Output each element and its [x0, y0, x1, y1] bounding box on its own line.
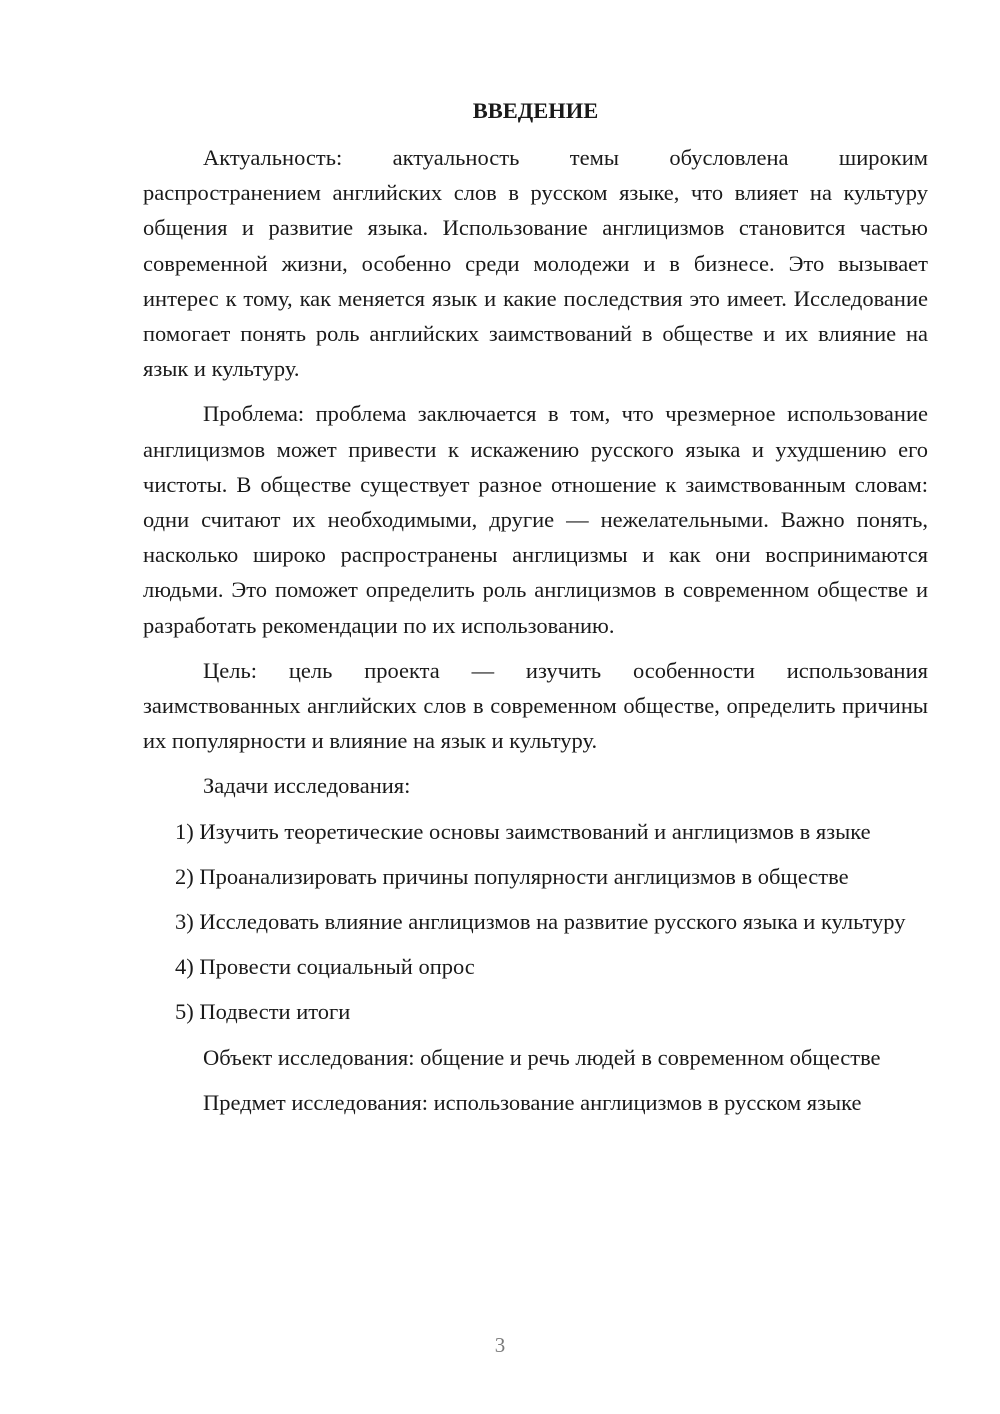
document-page	[143, 96, 928, 1130]
goal-paragraph: Цель: цель проекта — изучить особенности использования заимствованных английских слов в современном обществе, определить причины их популярности и влияние на язык и культуру.	[143, 657, 928, 754]
page-title: ВВЕДЕНИЕ	[472, 98, 599, 123]
task-item-2: 2) Проанализировать причины популярности англицизмов в обществе	[175, 863, 849, 889]
problem-paragraph: Проблема: проблема заключается в том, что чрезмерное использование англицизмов может привести к искажению русского языка и ухудшению его чистоты. В обществе существует разное отношение к заимствованным словам: одни считают их необходимыми, другие — нежелательными. Важно понять, насколько широко распространены англицизмы и как они воспринимаются людьми. Это поможет определить роль англицизмов в современном обществе и разработать рекомендации по их использованию.	[143, 401, 928, 638]
relevance-paragraph: Актуальность: актуальность темы обусловлена широким распространением английских слов в русском языке, что влияет на культуру общения и развитие языка. Использование англицизмов становится частью современной жизни, особенно среди молодежи и в бизнесе. Это вызывает интерес к тому, как меняется язык и какие последствия это имеет. Исследование помогает понять роль английских заимствований в обществе и их влияние на язык и культуру.	[143, 145, 928, 382]
tasks-heading: Задачи исследования:	[203, 773, 411, 799]
task-item-4: 4) Провести социальный опрос	[175, 954, 475, 980]
page-number: 3	[494, 1333, 506, 1357]
subject-paragraph: Предмет исследования: использование англицизмов в русском языке	[203, 1089, 862, 1115]
object-paragraph: Объект исследования: общение и речь людей в современном обществе	[203, 1044, 881, 1070]
task-item-3: 3) Исследовать влияние англицизмов на развитие русского языка и культуру	[175, 909, 906, 935]
task-item-1: 1) Изучить теоретические основы заимствований и англицизмов в языке	[175, 818, 871, 844]
task-item-5: 5) Подвести итоги	[175, 999, 351, 1025]
